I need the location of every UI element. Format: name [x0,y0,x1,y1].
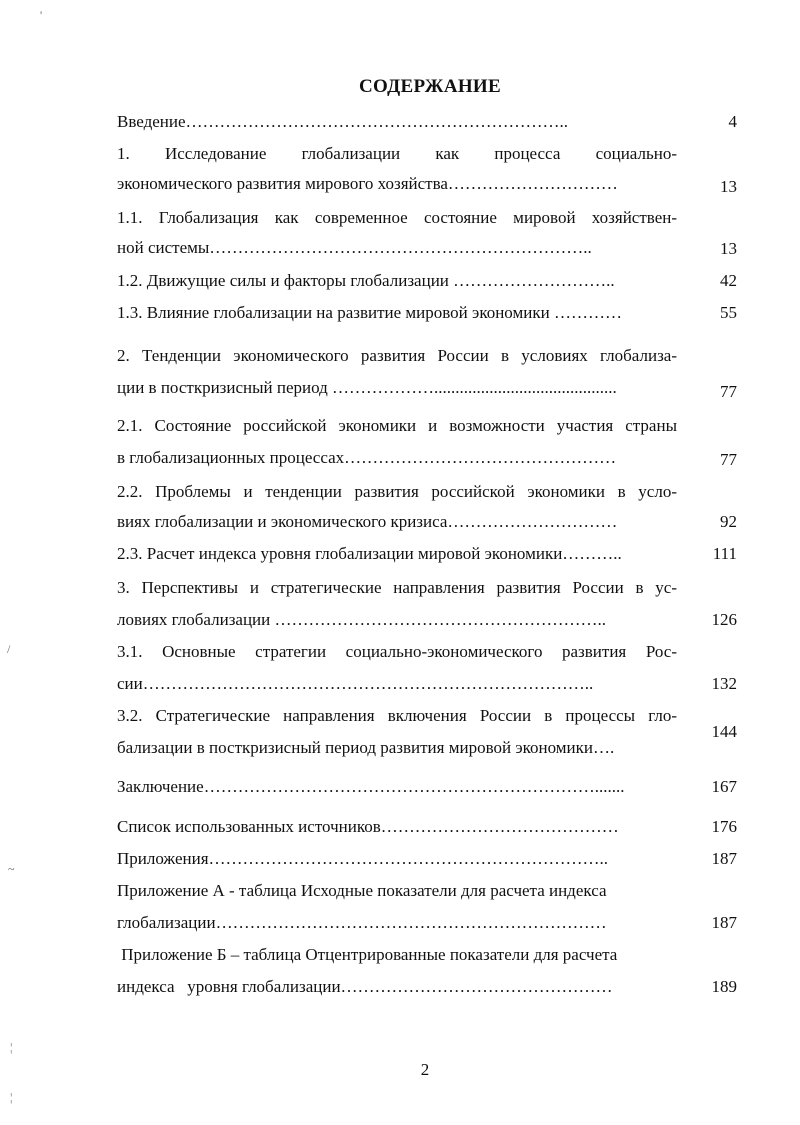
toc-entry-text: ции в посткризисный период ………………........................................... [117,378,617,397]
toc-page-number: 144 [711,722,737,741]
toc-entry [117,544,742,568]
toc-entry-text: Приложения…………………………………………………………….. [117,849,609,868]
toc-entry-text: Введение………………………………………………………….. [117,112,569,131]
toc-entry-text: 2. Тенденции экономического развития России в условиях глобализа- [117,346,677,365]
toc-entry-text: виях глобализации и экономического кризиса………………………… [117,512,618,531]
toc-page-number: 187 [711,913,737,932]
toc-entry-text: ловиях глобализации ………………………………………………….. [117,610,606,629]
page-footer-number: 2 [420,1060,430,1079]
margin-scan-mark: ' [40,8,43,22]
margin-scan-mark: ¦ [10,1090,13,1104]
margin-scan-mark: ¦ [10,1040,13,1054]
toc-entry-text: 3. Перспективы и стратегические направления развития России в ус- [117,578,677,597]
toc-entry [117,303,742,327]
toc-entry-text: в глобализационных процессах………………………………………… [117,448,617,467]
toc-entry-text: 2.1. Состояние российской экономики и возможности участия страны [117,416,677,435]
toc-page-number: 77 [720,382,737,401]
toc-entry-text: Приложение Б – таблица Отцентрированные показатели для расчета [117,945,618,964]
toc-entry [117,706,742,762]
toc-page-number: 92 [720,512,737,531]
toc-page-number: 126 [711,610,737,629]
toc-entry [117,346,742,406]
toc-page-number: 176 [711,817,737,836]
margin-scan-mark: ~ [8,862,15,876]
toc-page-number: 132 [711,674,737,693]
toc-page-number: 77 [720,450,737,469]
toc-page-number: 111 [712,544,737,563]
toc-entry-text: Заключение……………………………………………………………....... [117,777,625,796]
toc-entry [117,271,742,295]
toc-entry-text: 2.3. Расчет индекса уровня глобализации мировой экономики……….. [117,544,622,563]
toc-page-number: 167 [711,777,737,796]
page-title: СОДЕРЖАНИЕ [359,76,501,97]
toc-entry [117,144,742,200]
toc-entry [117,208,742,264]
toc-entry [117,945,742,1001]
toc-entry [117,482,742,538]
toc-entry [117,112,742,134]
toc-page-number: 13 [720,177,737,196]
toc-page-number: 189 [711,977,737,996]
margin-scan-mark: / [7,642,11,656]
toc-entry-text: глобализации…………………………………………………………… [117,913,607,932]
toc-entry [117,817,742,841]
toc-entry [117,881,742,937]
toc-entry-text: 3.2. Стратегические направления включения России в процессы гло- [117,706,677,725]
toc-entry-text: бализации в посткризисный период развития мировой экономики…. [117,738,615,757]
toc-page-number: 13 [720,239,737,258]
toc-entry [117,777,742,801]
toc-page-number: 42 [720,271,737,290]
toc-entry-text: Приложение А - таблица Исходные показатели для расчета индекса [117,881,607,900]
toc-page-number: 55 [720,303,737,322]
toc-entry-text: ной системы………………………………………………………….. [117,238,592,257]
toc-entry-text: 1.1. Глобализация как современное состояние мировой хозяйствен- [117,208,677,227]
toc-entry-text: экономического развития мирового хозяйства………………………… [117,174,618,193]
toc-entry [117,849,742,873]
toc-page-number: 4 [728,112,737,131]
toc-entry-text: индекса уровня глобализации………………………………………… [117,977,613,996]
toc-entry-text: Список использованных источников…………………………………… [117,817,619,836]
toc-entry-text: 1. Исследование глобализации как процесса социально- [117,144,677,163]
toc-entry-text: 1.2. Движущие силы и факторы глобализации ……………………….. [117,271,615,290]
toc-entry-text: сии…………………………………………………………………….. [117,674,594,693]
toc-entry [117,416,742,472]
toc-page-number: 187 [711,849,737,868]
toc-entry [117,578,742,634]
toc-entry-text: 3.1. Основные стратегии социально-экономического развития Рос- [117,642,677,661]
toc-entry-text: 2.2. Проблемы и тенденции развития российской экономики в усло- [117,482,677,501]
toc-entry [117,642,742,698]
toc-entry-text: 1.3. Влияние глобализации на развитие мировой экономики ………… [117,303,622,322]
